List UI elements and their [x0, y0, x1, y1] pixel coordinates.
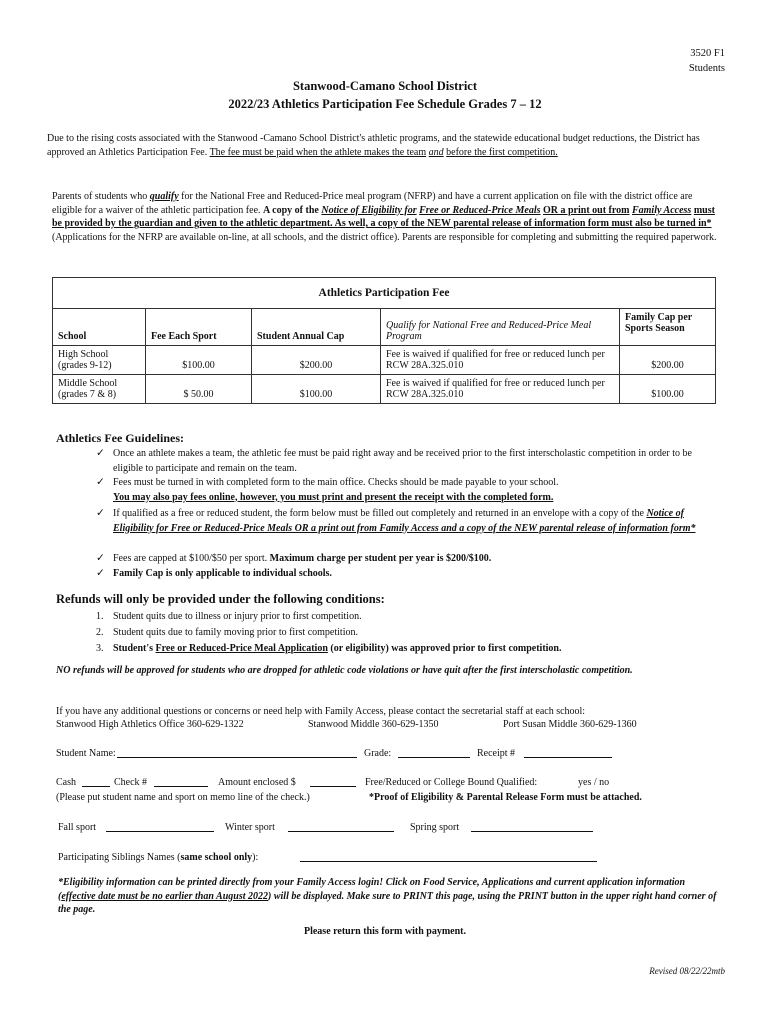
intro-paragraph-1: [47, 132, 719, 159]
refund-num-3: 3.: [96, 643, 104, 654]
p2-meals: Free or Reduced-Price Meals: [419, 204, 541, 216]
student-name-label: Student Name:: [56, 748, 116, 759]
spring-sport-field[interactable]: [471, 831, 593, 832]
check-label: Check #: [114, 777, 148, 788]
contact-intro: If you have any additional questions or concerns or need help with Family Access, please contact the secretarial staff at each school:: [56, 706, 586, 717]
fall-sport-label: Fall sport: [58, 822, 97, 833]
contact-stanwood-middle: Stanwood Middle 360-629-1350: [308, 719, 439, 730]
siblings-label-c: ):: [252, 852, 259, 863]
table-row: [53, 375, 716, 404]
guidelines-heading: Athletics Fee Guidelines:: [56, 431, 184, 445]
guideline-3-text: If qualified as a free or reduced student, the form below must be filled out completely and returned in an envelope with a copy of the: [113, 508, 644, 519]
guideline-3-notice: Notice of Eligibility for Free or Reduced-Price Meals OR a print out from Family Access and a copy of the NEW parental release of information form*: [113, 508, 696, 534]
contact-port-susan: Port Susan Middle 360-629-1360: [503, 719, 637, 730]
check-icon: ✓: [96, 508, 105, 519]
header-school: School: [53, 309, 146, 346]
intro-paragraph-2: [52, 190, 722, 244]
refund-num-1: 1.: [96, 611, 104, 622]
siblings-field[interactable]: [300, 861, 597, 862]
intro-and: and: [428, 146, 444, 158]
fall-sport-field[interactable]: [106, 831, 214, 832]
form-category: Students: [688, 63, 725, 74]
eligibility-d: ) will be displayed. Make sure to PRINT this page, using the PRINT button in the upper right hand corner of the page.: [58, 890, 717, 915]
cash-field[interactable]: [82, 786, 110, 787]
intro-fee-due: The fee must be paid when the athlete makes the team: [209, 146, 427, 158]
guideline-4-max: Maximum charge per student per year is $200/$100.: [269, 553, 492, 564]
refund-item-2: Student quits due to family moving prior to first competition.: [113, 627, 358, 638]
receipt-label: Receipt #: [477, 748, 516, 759]
amount-field[interactable]: [310, 786, 356, 787]
cell-family-cap: $100.00: [620, 375, 716, 404]
p2-text-c: A copy of the: [263, 204, 319, 216]
check-icon: ✓: [96, 477, 105, 488]
student-name-field[interactable]: [117, 757, 357, 758]
header-family-cap: Family Cap per Sports Season: [620, 309, 716, 346]
cell-school: High School (grades 9-12): [53, 346, 146, 375]
return-note: Please return this form with payment.: [303, 926, 467, 937]
cash-label: Cash: [56, 777, 76, 788]
proof-note: *Proof of Eligibility & Parental Release Form must be attached.: [369, 792, 642, 803]
eligibility-info: [58, 876, 718, 917]
refund-item-3-c: (or eligibility) was approved prior to first competition.: [330, 643, 562, 654]
no-refunds-note: NO refunds will be approved for students who are dropped for athletic code violations or have quit after the first interscholastic competition.: [56, 665, 633, 676]
cell-qualify: Fee is waived if qualified for free or reduced lunch per RCW 28A.325.010: [381, 375, 620, 404]
guideline-2-online: You may also pay fees online, however, you must print and present the receipt with the completed form.: [113, 491, 554, 503]
refund-item-3-a: Student's: [113, 643, 154, 654]
cell-fee-each: $ 50.00: [146, 375, 252, 404]
cell-annual-cap: $200.00: [252, 346, 381, 375]
receipt-field[interactable]: [524, 757, 612, 758]
table-row: [53, 346, 716, 375]
p2-text-b: for the National Free and Reduced-Price meal program (NFRP) and have a current application on file with the district office are eligible for a waiver of the athletic participation fee.: [52, 191, 693, 216]
p2-notice: Notice of Eligibility for: [321, 204, 417, 216]
guideline-2-text: Fees must be turned in with completed form to the main office. Checks should be made payable to your school.: [113, 477, 559, 488]
refund-item-3: [113, 642, 719, 657]
p2-family-access: Family Access: [631, 204, 692, 216]
guideline-2: [113, 476, 719, 505]
memo-note: (Please put student name and sport on memo line of the check.): [56, 792, 310, 803]
eligibility-a: *Eligibility information can be printed directly from your Family Access login!: [58, 877, 384, 888]
form-number: 3520 F1: [690, 48, 725, 59]
refund-item-3-app: Free or Reduced-Price Meal Application: [155, 643, 328, 654]
check-icon: ✓: [96, 568, 105, 579]
siblings-label: [58, 851, 258, 865]
guideline-5: Family Cap is only applicable to individual schools.: [113, 568, 332, 579]
check-number-field[interactable]: [154, 786, 208, 787]
siblings-label-a: Participating Siblings Names (: [58, 852, 181, 863]
amount-label: Amount enclosed $: [218, 777, 296, 788]
yes-no-choice[interactable]: yes / no: [578, 777, 610, 788]
eligibility-b: Click on Food Service, Applications and current application information (: [58, 877, 686, 902]
check-icon: ✓: [96, 448, 105, 459]
check-icon: ✓: [96, 553, 105, 564]
winter-sport-label: Winter sport: [225, 822, 275, 833]
cell-qualify: Fee is waived if qualified for free or reduced lunch per RCW 28A.325.010: [381, 346, 620, 375]
guideline-3: [113, 507, 719, 536]
grade-label: Grade:: [364, 748, 392, 759]
fee-table: [52, 277, 716, 404]
guideline-1: Once an athlete makes a team, the athletic fee must be paid right away and be received prior to the first interscholastic competition in order to be eligible to participate and remain on the team.: [113, 448, 692, 474]
header-qualify: Qualify for National Free and Reduced-Price Meal Program: [381, 309, 620, 346]
p2-text-i: (Applications for the NFRP are available on-line, at all schools, and the district office). Parents are responsible for completing and submitting the required paperwork.: [52, 231, 717, 243]
siblings-same-school: same school only: [180, 852, 253, 863]
refund-num-2: 2.: [96, 627, 104, 638]
page-title: 2022/23 Athletics Participation Fee Schedule Grades 7 – 12: [228, 97, 542, 111]
spring-sport-label: Spring sport: [410, 822, 460, 833]
p2-qualify: qualify: [149, 191, 179, 202]
guideline-4: [113, 552, 719, 567]
contact-stanwood-high: Stanwood High Athletics Office 360-629-1322: [56, 719, 244, 730]
p2-printout: OR a print out from: [543, 204, 630, 216]
cell-fee-each: $100.00: [146, 346, 252, 375]
cell-family-cap: $200.00: [620, 346, 716, 375]
district-name: Stanwood-Camano School District: [292, 79, 478, 93]
refunds-heading: Refunds will only be provided under the following conditions:: [56, 592, 385, 606]
eligibility-date: effective date must be no earlier than August 2022: [61, 890, 269, 902]
p2-text-a: Parents of students who: [52, 191, 148, 202]
cell-annual-cap: $100.00: [252, 375, 381, 404]
intro-before-competition: before the first competition.: [446, 146, 558, 158]
guideline-4-text: Fees are capped at $100/$50 per sport.: [113, 553, 268, 564]
cell-school: Middle School (grades 7 & 8): [53, 375, 146, 404]
header-annual-cap: Student Annual Cap: [252, 309, 381, 346]
header-fee-each: Fee Each Sport: [146, 309, 252, 346]
refund-item-1: Student quits due to illness or injury prior to first competition.: [113, 611, 362, 622]
fee-table-caption: Athletics Participation Fee: [53, 278, 716, 309]
p2-guardian: must be provided by the guardian and given to the athletic department. As well, a copy of the NEW parental release of information form must also be turned in*: [52, 204, 715, 229]
free-reduced-label: Free/Reduced or College Bound Qualified:: [365, 777, 538, 788]
revised-date: Revised 08/22/22mtb: [649, 966, 725, 976]
grade-field[interactable]: [398, 757, 470, 758]
winter-sport-field[interactable]: [288, 831, 394, 832]
intro-text: Due to the rising costs associated with the Stanwood -Camano School District's athletic programs, and the statewide educational budget reductions, the District has approved an Athletics Participation Fee.: [47, 133, 700, 158]
